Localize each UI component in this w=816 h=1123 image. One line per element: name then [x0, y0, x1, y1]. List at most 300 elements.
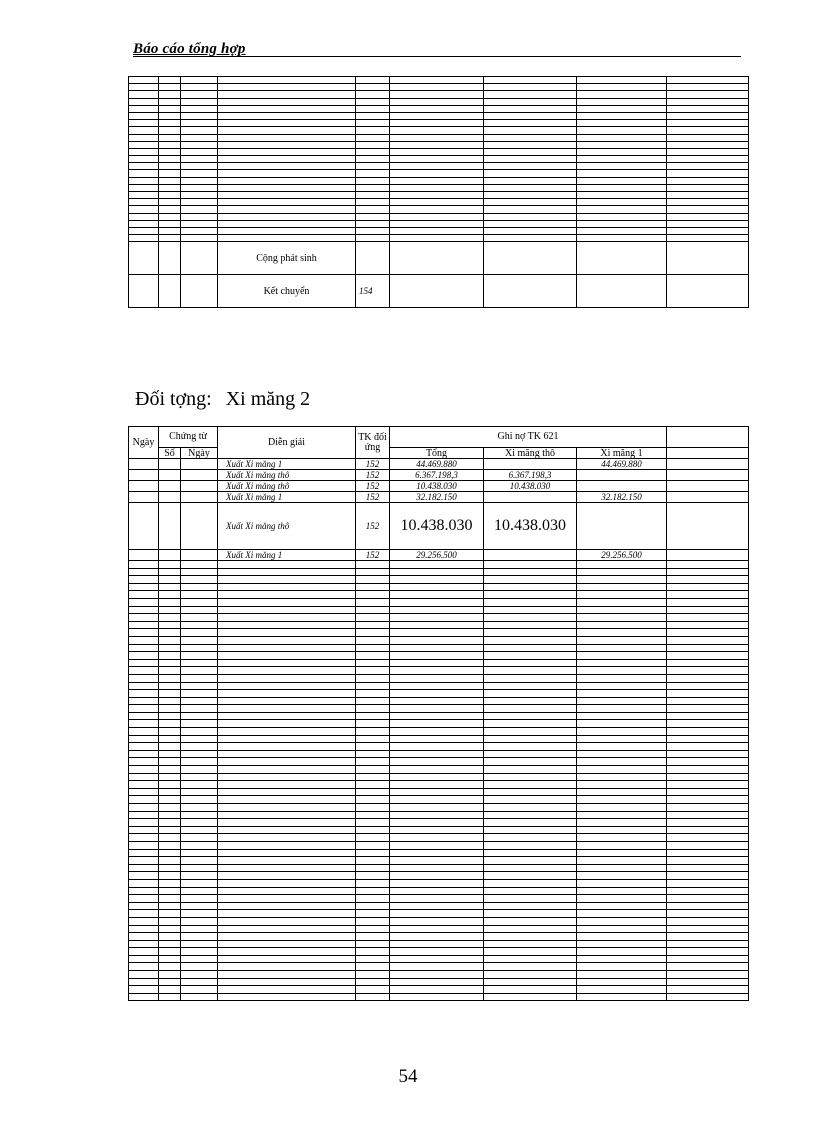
empty-cell — [667, 621, 749, 629]
empty-cell — [159, 275, 181, 308]
empty-cell — [159, 652, 181, 660]
empty-cell — [129, 614, 159, 622]
empty-cell — [181, 591, 218, 599]
empty-cell — [129, 841, 159, 849]
table-row — [129, 902, 749, 910]
empty-cell — [356, 895, 390, 903]
empty-cell — [218, 940, 356, 948]
empty-cell — [159, 206, 181, 213]
row-tong: 10.438.030 — [390, 481, 484, 492]
empty-cell — [356, 170, 390, 177]
empty-cell — [484, 112, 577, 119]
empty-cell — [159, 177, 181, 184]
empty-cell — [356, 705, 390, 713]
row-xi-mang-tho: 10.438.030 — [484, 503, 577, 550]
empty-cell — [129, 758, 159, 766]
empty-cell — [129, 576, 159, 584]
empty-cell — [356, 841, 390, 849]
empty-cell — [218, 910, 356, 918]
empty-cell — [129, 864, 159, 872]
empty-cell — [356, 583, 390, 591]
empty-cell — [577, 750, 667, 758]
empty-cell — [159, 766, 181, 774]
empty-cell — [667, 636, 749, 644]
empty-cell — [159, 819, 181, 827]
empty-cell — [159, 750, 181, 758]
empty-cell — [181, 163, 218, 170]
empty-cell — [484, 568, 577, 576]
empty-cell — [390, 621, 484, 629]
empty-cell — [667, 629, 749, 637]
empty-cell — [484, 220, 577, 227]
empty-cell — [484, 986, 577, 994]
empty-cell — [129, 887, 159, 895]
empty-cell — [181, 583, 218, 591]
empty-cell — [129, 583, 159, 591]
empty-cell — [181, 849, 218, 857]
empty-cell — [577, 127, 667, 134]
table-row — [129, 568, 749, 576]
empty-cell — [159, 864, 181, 872]
empty-cell — [181, 910, 218, 918]
empty-cell — [129, 705, 159, 713]
empty-cell — [390, 955, 484, 963]
empty-cell — [218, 583, 356, 591]
empty-cell — [129, 503, 159, 550]
empty-cell — [218, 902, 356, 910]
table-row — [129, 112, 749, 119]
empty-cell — [577, 213, 667, 220]
table-row — [129, 971, 749, 979]
empty-cell — [181, 773, 218, 781]
table-row — [129, 864, 749, 872]
table-row — [129, 879, 749, 887]
empty-cell — [667, 163, 749, 170]
empty-cell — [181, 561, 218, 569]
empty-cell — [159, 834, 181, 842]
empty-cell — [181, 971, 218, 979]
empty-cell — [390, 682, 484, 690]
empty-cell — [218, 148, 356, 155]
empty-cell — [159, 804, 181, 812]
empty-cell — [484, 917, 577, 925]
empty-cell — [390, 77, 484, 84]
empty-cell — [159, 712, 181, 720]
empty-cell — [181, 84, 218, 91]
row-desc: Xuất Xi măng thô — [218, 503, 356, 550]
empty-cell — [181, 77, 218, 84]
empty-cell — [577, 561, 667, 569]
row-tk: 152 — [356, 550, 390, 561]
empty-cell — [159, 841, 181, 849]
empty-cell — [667, 606, 749, 614]
header-dien-giai: Diễn giải — [218, 427, 356, 459]
empty-cell — [218, 917, 356, 925]
empty-cell — [484, 98, 577, 105]
empty-cell — [577, 275, 667, 308]
empty-cell — [390, 788, 484, 796]
empty-cell — [484, 773, 577, 781]
empty-cell — [667, 993, 749, 1001]
empty-cell — [484, 227, 577, 234]
empty-cell — [356, 213, 390, 220]
empty-cell — [390, 971, 484, 979]
empty-cell — [129, 242, 159, 275]
empty-cell — [667, 712, 749, 720]
empty-cell — [577, 98, 667, 105]
row-desc: Xuất Xi măng thô — [218, 470, 356, 481]
empty-cell — [356, 971, 390, 979]
empty-cell — [218, 561, 356, 569]
empty-cell — [484, 993, 577, 1001]
empty-cell — [159, 568, 181, 576]
empty-cell — [484, 105, 577, 112]
empty-cell — [181, 728, 218, 736]
empty-cell — [129, 659, 159, 667]
row-tk: 152 — [356, 470, 390, 481]
empty-cell — [356, 242, 390, 275]
empty-cell — [181, 857, 218, 865]
empty-cell — [390, 986, 484, 994]
table-row — [129, 735, 749, 743]
empty-cell — [159, 849, 181, 857]
empty-cell — [159, 98, 181, 105]
empty-cell — [181, 925, 218, 933]
row-tong: 29.256.500 — [390, 550, 484, 561]
empty-cell — [356, 986, 390, 994]
empty-cell — [218, 773, 356, 781]
empty-cell — [667, 91, 749, 98]
empty-cell — [159, 583, 181, 591]
empty-cell — [218, 879, 356, 887]
empty-cell — [484, 598, 577, 606]
row-xi-mang-1: 29.256.500 — [577, 550, 667, 561]
table-row — [129, 743, 749, 751]
empty-cell — [218, 788, 356, 796]
empty-cell — [356, 682, 390, 690]
empty-cell — [667, 84, 749, 91]
empty-cell — [129, 917, 159, 925]
empty-cell — [181, 141, 218, 148]
empty-cell — [390, 720, 484, 728]
empty-cell — [356, 199, 390, 206]
empty-cell — [577, 940, 667, 948]
empty-cell — [667, 773, 749, 781]
empty-cell — [218, 156, 356, 163]
empty-cell — [484, 614, 577, 622]
empty-cell — [667, 978, 749, 986]
empty-cell — [129, 91, 159, 98]
table-row — [129, 644, 749, 652]
empty-cell — [181, 720, 218, 728]
empty-cell — [356, 98, 390, 105]
empty-cell — [218, 84, 356, 91]
empty-cell — [390, 849, 484, 857]
empty-cell — [484, 697, 577, 705]
empty-cell — [356, 206, 390, 213]
empty-cell — [390, 895, 484, 903]
empty-cell — [484, 978, 577, 986]
empty-cell — [181, 659, 218, 667]
empty-cell — [356, 728, 390, 736]
empty-cell — [667, 112, 749, 119]
empty-cell — [577, 849, 667, 857]
empty-cell — [390, 993, 484, 1001]
empty-cell — [218, 804, 356, 812]
empty-cell — [667, 879, 749, 887]
empty-cell — [181, 955, 218, 963]
empty-cell — [356, 220, 390, 227]
empty-cell — [218, 170, 356, 177]
empty-cell — [667, 561, 749, 569]
empty-cell — [667, 728, 749, 736]
empty-cell — [159, 788, 181, 796]
table-row — [129, 766, 749, 774]
empty-cell — [390, 591, 484, 599]
empty-cell — [218, 621, 356, 629]
table-row — [129, 598, 749, 606]
empty-cell — [484, 728, 577, 736]
row-desc: Xuất Xi măng 1 — [218, 492, 356, 503]
empty-cell — [667, 141, 749, 148]
empty-cell — [667, 735, 749, 743]
empty-cell — [181, 242, 218, 275]
table-row — [129, 127, 749, 134]
empty-cell — [218, 141, 356, 148]
empty-cell — [577, 614, 667, 622]
section-title — [135, 388, 310, 411]
empty-cell — [390, 743, 484, 751]
empty-cell — [129, 275, 159, 308]
empty-cell — [667, 598, 749, 606]
empty-cell — [390, 206, 484, 213]
empty-cell — [577, 735, 667, 743]
table-row — [129, 834, 749, 842]
empty-cell — [181, 750, 218, 758]
empty-cell — [159, 127, 181, 134]
empty-cell — [218, 887, 356, 895]
empty-cell — [577, 148, 667, 155]
empty-cell — [159, 550, 181, 561]
empty-cell — [390, 105, 484, 112]
empty-cell — [577, 235, 667, 242]
empty-cell — [484, 811, 577, 819]
table-row — [129, 199, 749, 206]
empty-cell — [390, 690, 484, 698]
table-row — [129, 220, 749, 227]
empty-cell — [129, 598, 159, 606]
empty-cell — [577, 227, 667, 234]
empty-cell — [181, 192, 218, 199]
header-tong: Tổng — [390, 448, 484, 459]
empty-cell — [181, 986, 218, 994]
empty-cell — [129, 629, 159, 637]
empty-cell — [577, 978, 667, 986]
empty-cell — [218, 105, 356, 112]
empty-cell — [667, 170, 749, 177]
empty-cell — [667, 213, 749, 220]
empty-cell — [577, 804, 667, 812]
row-xi-mang-tho: 6.367.198,3 — [484, 470, 577, 481]
table-row — [129, 955, 749, 963]
empty-cell — [159, 910, 181, 918]
empty-cell — [667, 667, 749, 675]
table-row — [129, 576, 749, 584]
empty-cell — [159, 481, 181, 492]
empty-cell — [484, 819, 577, 827]
empty-cell — [390, 199, 484, 206]
empty-cell — [218, 591, 356, 599]
empty-cell — [159, 163, 181, 170]
empty-cell — [577, 659, 667, 667]
empty-cell — [356, 917, 390, 925]
empty-cell — [667, 705, 749, 713]
empty-cell — [218, 568, 356, 576]
empty-cell — [129, 910, 159, 918]
table-row — [129, 91, 749, 98]
empty-cell — [577, 948, 667, 956]
empty-cell — [356, 659, 390, 667]
empty-cell — [181, 112, 218, 119]
empty-cell — [218, 971, 356, 979]
empty-cell — [667, 184, 749, 191]
row-tk: 152 — [356, 481, 390, 492]
empty-cell — [159, 148, 181, 155]
header-ngay-ct: Ngày — [181, 448, 218, 459]
empty-cell — [484, 963, 577, 971]
empty-cell — [390, 925, 484, 933]
empty-cell — [577, 591, 667, 599]
empty-cell — [159, 978, 181, 986]
empty-cell — [577, 682, 667, 690]
empty-cell — [181, 963, 218, 971]
empty-cell — [667, 697, 749, 705]
ledger-table-continued — [128, 76, 749, 308]
empty-cell — [129, 895, 159, 903]
empty-cell — [390, 227, 484, 234]
empty-cell — [181, 235, 218, 242]
empty-cell — [356, 192, 390, 199]
table-row — [129, 872, 749, 880]
empty-cell — [484, 644, 577, 652]
empty-cell — [390, 275, 484, 308]
empty-cell — [667, 963, 749, 971]
empty-cell — [129, 636, 159, 644]
empty-cell — [129, 804, 159, 812]
empty-cell — [159, 826, 181, 834]
table-row — [129, 963, 749, 971]
row-tong: 32.182.150 — [390, 492, 484, 503]
empty-cell — [218, 750, 356, 758]
empty-cell — [129, 857, 159, 865]
empty-cell — [356, 674, 390, 682]
empty-cell — [667, 720, 749, 728]
empty-cell — [181, 220, 218, 227]
empty-cell — [159, 141, 181, 148]
empty-cell — [484, 788, 577, 796]
empty-cell — [218, 857, 356, 865]
table-row — [129, 910, 749, 918]
empty-cell — [159, 459, 181, 470]
empty-cell — [129, 796, 159, 804]
empty-cell — [390, 667, 484, 675]
empty-cell — [129, 948, 159, 956]
empty-cell — [667, 105, 749, 112]
empty-cell — [218, 77, 356, 84]
empty-cell — [159, 621, 181, 629]
table-row — [129, 591, 749, 599]
row-desc: Xuất Xi măng 1 — [218, 550, 356, 561]
empty-cell — [667, 864, 749, 872]
empty-cell — [484, 849, 577, 857]
empty-cell — [129, 697, 159, 705]
empty-cell — [390, 674, 484, 682]
empty-cell — [356, 910, 390, 918]
empty-cell — [390, 826, 484, 834]
table-row — [129, 192, 749, 199]
table-row — [129, 674, 749, 682]
empty-cell — [390, 735, 484, 743]
empty-cell — [218, 690, 356, 698]
empty-cell — [218, 199, 356, 206]
empty-cell — [356, 872, 390, 880]
empty-cell — [356, 735, 390, 743]
empty-cell — [159, 728, 181, 736]
empty-cell — [577, 606, 667, 614]
empty-cell — [667, 583, 749, 591]
empty-cell — [181, 606, 218, 614]
table-row — [129, 213, 749, 220]
empty-cell — [390, 568, 484, 576]
empty-cell — [129, 667, 159, 675]
empty-cell — [484, 743, 577, 751]
empty-cell — [484, 948, 577, 956]
empty-cell — [577, 576, 667, 584]
empty-cell — [356, 614, 390, 622]
empty-cell — [390, 940, 484, 948]
empty-cell — [159, 606, 181, 614]
empty-cell — [667, 644, 749, 652]
empty-cell — [390, 84, 484, 91]
table-row — [129, 925, 749, 933]
empty-cell — [577, 568, 667, 576]
empty-cell — [356, 955, 390, 963]
empty-cell — [218, 826, 356, 834]
empty-cell — [218, 659, 356, 667]
table-row — [129, 712, 749, 720]
empty-cell — [667, 576, 749, 584]
empty-cell — [159, 887, 181, 895]
table-row — [129, 758, 749, 766]
empty-cell — [577, 242, 667, 275]
empty-cell — [129, 720, 159, 728]
empty-cell — [390, 963, 484, 971]
empty-cell — [218, 220, 356, 227]
row-desc: Xuất Xi măng 1 — [218, 459, 356, 470]
empty-cell — [667, 826, 749, 834]
table-row — [129, 682, 749, 690]
empty-cell — [390, 887, 484, 895]
empty-cell — [484, 141, 577, 148]
table-row — [129, 697, 749, 705]
empty-cell — [129, 192, 159, 199]
empty-cell — [484, 629, 577, 637]
empty-cell — [159, 112, 181, 119]
empty-cell — [484, 781, 577, 789]
empty-cell — [390, 652, 484, 660]
empty-cell — [159, 690, 181, 698]
empty-cell — [484, 720, 577, 728]
